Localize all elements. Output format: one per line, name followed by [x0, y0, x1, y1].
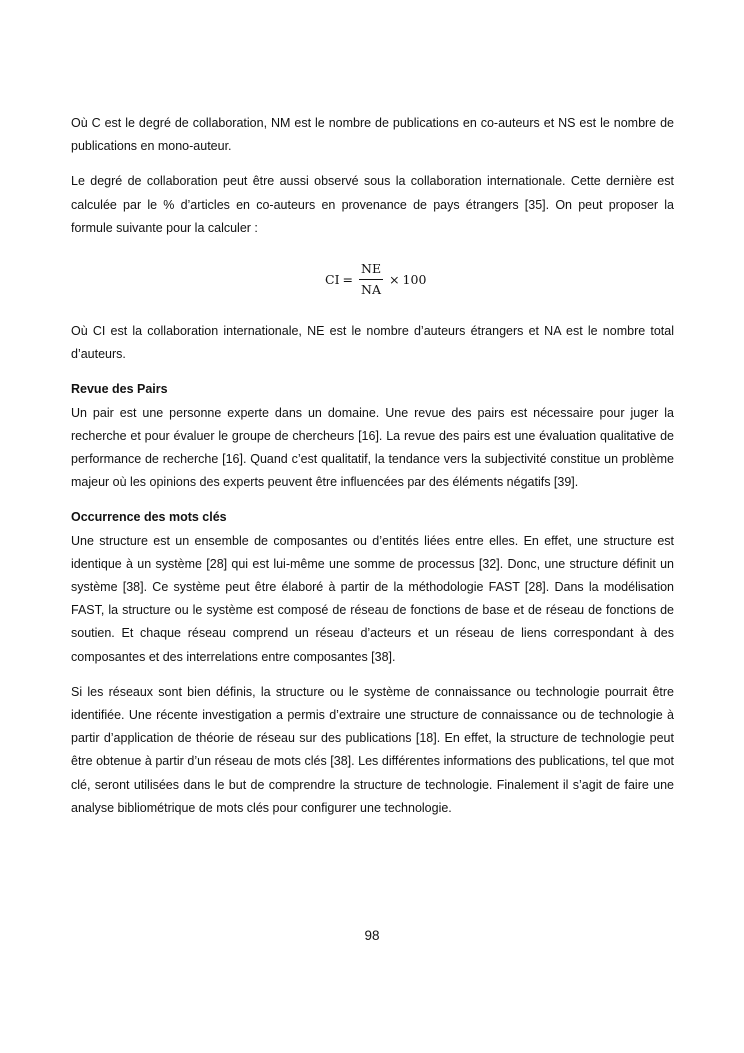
formula-fraction	[359, 261, 383, 298]
page-body	[71, 112, 674, 832]
formula-numerator: NE	[359, 261, 383, 280]
formula-ci	[71, 252, 674, 308]
formula-lhs: CI	[325, 271, 340, 287]
heading-peer-review: Revue des Pairs	[71, 382, 168, 397]
formula-times: ×	[389, 271, 400, 287]
paragraph-collaboration-definition: Où C est le degré de collaboration, NM est le nombre de publications en co-auteurs et NS est le nombre de publications en mono-auteur.	[71, 116, 674, 154]
paragraph-peer-review: Un pair est une personne experte dans un domaine. Une revue des pairs est nécessaire pour juger la recherche et pour évaluer le groupe de chercheurs [16]. La revue des pairs est une évaluation qualitative de performance de recherche [16]. Quand c’est qualitatif, la tendance vers la subjectivité constitue un problème majeur où les opinions des experts peuvent être influencées par des éléments négatifs [39].	[71, 405, 674, 490]
paragraph-ci-definition: Où CI est la collaboration internationale, NE est le nombre d’auteurs étrangers et NA est le nombre total d’auteurs.	[71, 324, 674, 362]
formula-constant: 100	[402, 271, 427, 287]
paragraph-networks: Si les réseaux sont bien définis, la structure ou le système de connaissance ou technologie pourrait être identifiée. Une récente investigation a permis d’extraire une structure de connaissance ou de technologie à partir d’application de théorie de réseau sur des publications [18]. En effet, la structure de technologie peut être obtenue à partir d’un réseau de mots clés [38]. Les différentes informations des publications, tel que mot clé, seront utilisées dans le but de comprendre la structure de technologie. Finalement il s’agit de faire une analyse bibliométrique de mots clés pour configurer une technologie.	[71, 684, 674, 815]
formula-equals: =	[342, 271, 353, 287]
page-number: 98	[364, 928, 380, 943]
paragraph-structure: Une structure est un ensemble de composantes ou d’entités liées entre elles. En effet, une structure est identique à un système [28] qui est lui-même une somme de processus [32]. Donc, une structure définit un système [38]. Ce système peut être élaboré à partir de la méthodologie FAST [28]. Dans la modélisation FAST, la structure ou le système est composé de réseau de fonctions de base et de réseau de fonctions de soutien. Et chaque réseau comprend un réseau d’acteurs et un réseau de liens correspondant à des composantes et des interrelations entre composantes [38].	[71, 533, 674, 664]
heading-keyword-occurrence: Occurrence des mots clés	[71, 510, 227, 525]
paragraph-international-collaboration: Le degré de collaboration peut être aussi observé sous la collaboration internationale. Cette dernière est calculée par le % d’articles en co-auteurs en provenance de pays étrangers [35]. On peut proposer la formule suivante pour la calculer :	[71, 174, 674, 235]
formula-denominator: NA	[361, 281, 382, 297]
